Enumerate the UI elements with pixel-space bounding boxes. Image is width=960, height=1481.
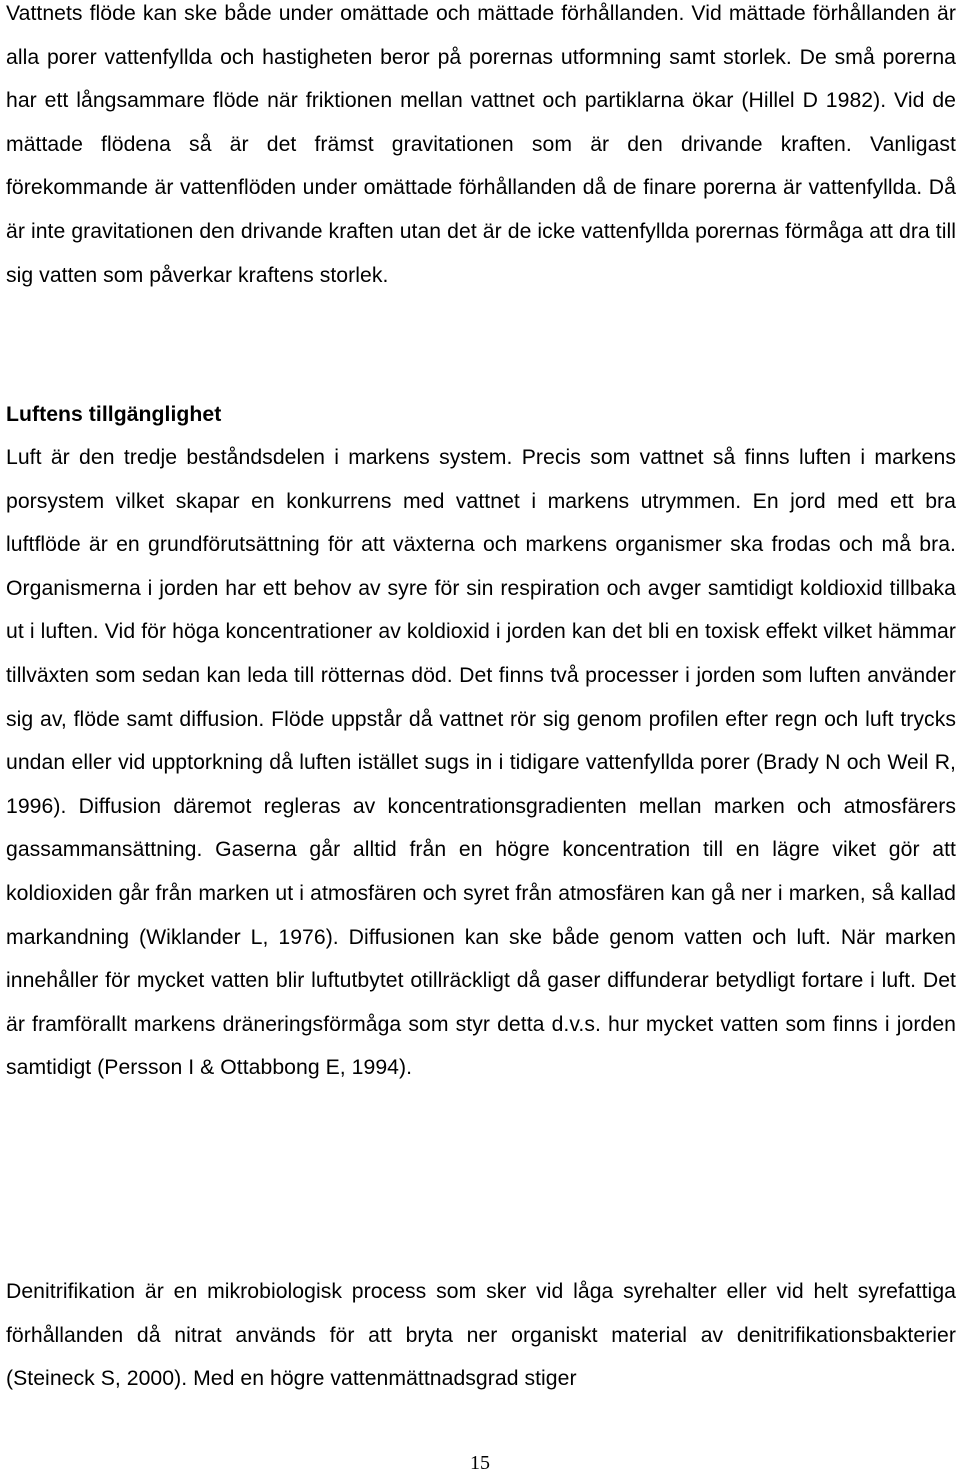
page-number: 15 bbox=[470, 1452, 490, 1474]
paragraph-air-availability: Luft är den tredje beståndsdelen i markens system. Precis som vattnet så finns luften i markens porsystem vilket skapar en konkurrens med vattnet i markens utrymmen. En jord med ett bra luftflöde är en grundförutsättning för att växterna och markens organismer ska frodas och må bra. Organismerna i jorden har ett behov av syre för sin respiration och avger samtidigt koldioxid tillbaka ut i luften. Vid för höga koncentrationer av koldioxid i jorden kan det bli en toxisk effekt vilket hämmar tillväxten som sedan kan leda till rötternas död. Det finns två processer i jorden som luften använder sig av, flöde samt diffusion. Flöde uppstår då vattnet rör sig genom profilen efter regn och luft trycks undan eller vid upptorkning då luften istället sugs in i tidigare vattenfyllda porer (Brady N och Weil R, 1996). Diffusion däremot regleras av koncentrationsgradienten mellan marken och atmosfärers gassammansättning. Gaserna går alltid från en högre koncentration till en lägre viket gör att koldioxiden går från marken ut i atmosfären och syret från atmosfären kan gå ner i marken, så kallad markandning (Wiklander L, 1976). Diffusionen kan ske både genom vatten och luft. När marken innehåller för mycket vatten blir luftutbytet otillräckligt då gaser diffunderar betydligt fortare i luft. Det är framförallt markens dräneringsförmåga som styr detta d.v.s. hur mycket vatten som finns i jorden samtidigt (Persson I & Ottabbong E, 1994). bbox=[6, 446, 956, 1080]
paragraph-denitrification: Denitrifikation är en mikrobiologisk process som sker vid låga syrehalter eller vid helt syrefattiga förhållanden då nitrat används för att bryta ner organiskt material av denitrifikationsbakterier (Steineck S, 2000). Med en högre vattenmättnadsgrad stiger bbox=[6, 1280, 956, 1391]
paragraph-water-flow: Vattnets flöde kan ske både under omättade och mättade förhållanden. Vid mättade förhållanden är alla porer vattenfyllda och hastigheten beror på porernas utformning samt storlek. De små porerna har ett långsammare flöde när friktionen mellan vattnet och partiklarna ökar (Hillel D 1982). Vid de mättade flödena så är det främst gravitationen som är den drivande kraften. Vanligast förekommande är vattenflöden under omättade förhållanden då de finare porerna är vattenfyllda. Då är inte gravitationen den drivande kraften utan det är de icke vattenfyllda porernas förmåga att dra till sig vatten som påverkar kraftens storlek. bbox=[6, 2, 956, 287]
section-heading: Luftens tillgänglighet bbox=[6, 403, 222, 426]
